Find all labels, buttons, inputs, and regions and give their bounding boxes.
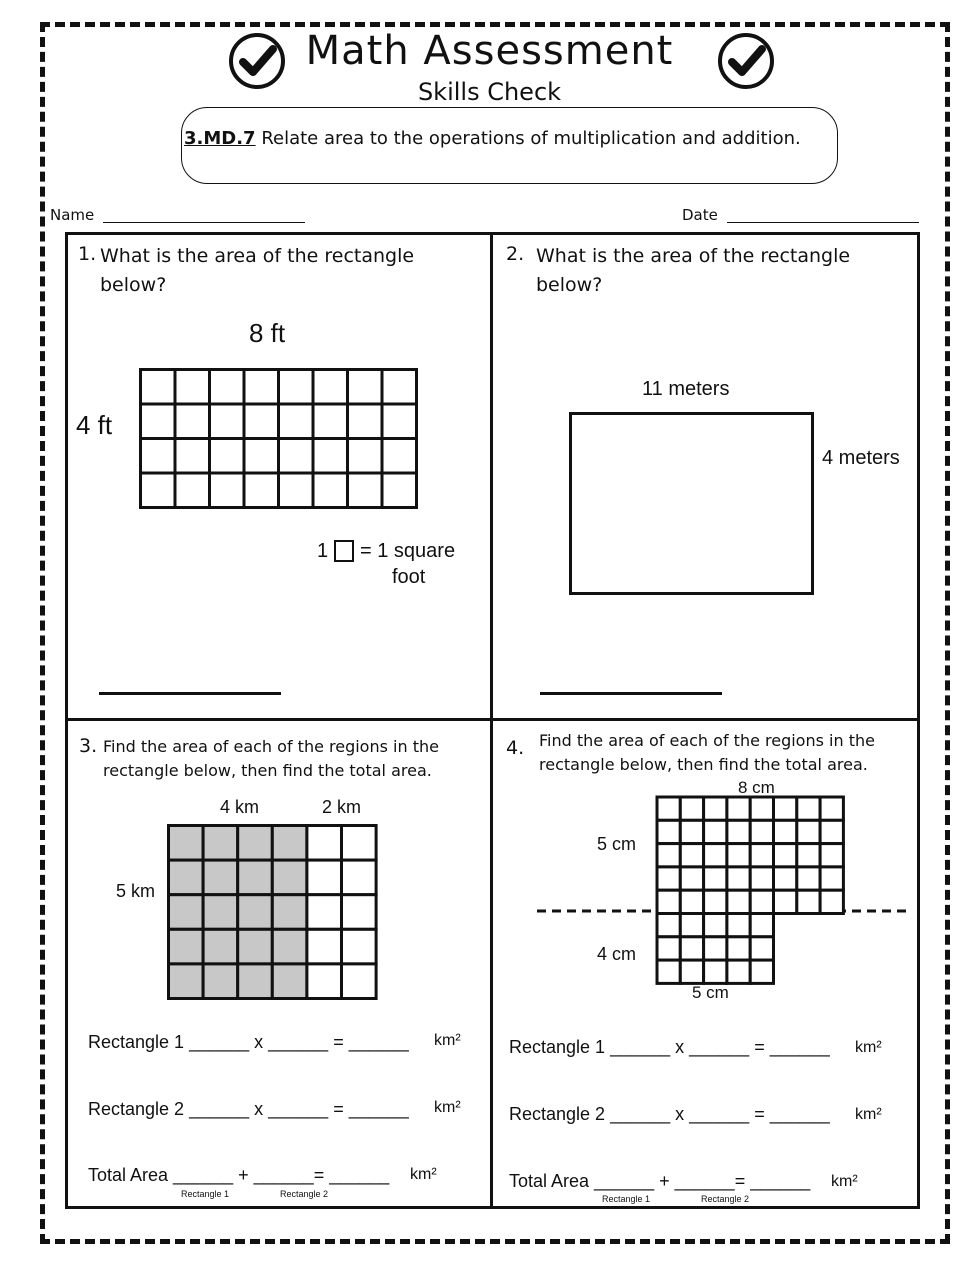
q4-sublabel-2: Rectangle 2	[701, 1194, 750, 1204]
q4-upper-cell	[657, 890, 680, 913]
q4-upper-cell	[820, 867, 843, 890]
q1-grid-cell	[175, 473, 210, 508]
q1-grid-cell	[279, 404, 314, 439]
q1-key-text: = 1 square	[360, 540, 456, 562]
q3-shaded-cell	[169, 929, 204, 964]
q4-upper-cell	[727, 797, 750, 820]
q4-upper-cell	[657, 797, 680, 820]
q1-grid-cell	[141, 473, 176, 508]
q4-unit-2: km²	[855, 1106, 882, 1123]
checkmark-icon-right	[717, 32, 775, 90]
q1-grid-cell	[244, 473, 279, 508]
q3-shaded-cell	[203, 929, 238, 964]
q1-key-number: 1	[317, 540, 329, 562]
q4-lower-cell	[750, 914, 773, 937]
q4-upper-cell	[797, 820, 820, 843]
q4-lower-cell	[657, 914, 680, 937]
q1-grid-cell	[313, 370, 348, 405]
q4-upper-cell	[750, 867, 773, 890]
page-subtitle: Skills Check	[417, 78, 562, 106]
q1-grid-cell	[210, 370, 245, 405]
q4-upper-cell	[774, 844, 797, 867]
q4-upper-cell	[797, 844, 820, 867]
q3-text: Find the area of each of the regions in the rectangle below, then find the total area.	[103, 737, 439, 780]
q1-grid-cell	[382, 404, 417, 439]
q4-upper-cell	[750, 890, 773, 913]
q4-number: 4.	[506, 737, 525, 759]
q3-total-area[interactable]: Total Area ______ + ______= ______	[88, 1165, 390, 1185]
q1-key-text-2: foot	[392, 566, 426, 588]
q1-grid-cell	[382, 370, 417, 405]
page-title: Math Assessment	[305, 28, 674, 74]
q4-upper-cell	[774, 890, 797, 913]
q3-rectangle-2[interactable]: Rectangle 2 ______ x ______ = ______	[88, 1099, 409, 1119]
q4-unit-total: km²	[831, 1173, 858, 1190]
q4-lower-cell	[750, 960, 773, 983]
q3-shaded-cell	[169, 895, 204, 930]
q1-grid-cell	[313, 439, 348, 474]
q3-rectangle-1[interactable]: Rectangle 1 ______ x ______ = ______	[88, 1032, 409, 1052]
q3-sublabel-2: Rectangle 2	[280, 1189, 329, 1199]
date-label: Date	[682, 206, 718, 224]
q1-grid-cell	[279, 473, 314, 508]
q4-lower-cell	[704, 914, 727, 937]
q4-lower-cell	[704, 937, 727, 960]
q4-upper-cell	[704, 820, 727, 843]
q4-lower-cell	[727, 914, 750, 937]
q4-upper-cell	[820, 844, 843, 867]
q3-unit-2: km²	[434, 1099, 461, 1116]
q1-text: What is the area of the rectangle below?	[100, 245, 415, 296]
q4-upper-cell	[680, 867, 703, 890]
q4-upper-cell	[680, 820, 703, 843]
q4-bottom-label: 5 cm	[692, 983, 729, 1002]
q3-shaded-cell	[238, 929, 273, 964]
q2-height-label: 4 meters	[822, 447, 900, 469]
q1-grid-cell	[313, 404, 348, 439]
q3-shaded-cell	[169, 964, 204, 999]
q4-upper-cell	[680, 844, 703, 867]
q4-lower-cell	[750, 937, 773, 960]
q3-plain-cell	[342, 860, 377, 895]
q3-plain-cell	[342, 964, 377, 999]
q1-grid-cell	[210, 473, 245, 508]
q3-plain-cell	[342, 895, 377, 930]
q1-grid-cell	[348, 370, 383, 405]
q4-lower-cell	[727, 960, 750, 983]
q2-width-label: 11 meters	[642, 378, 730, 400]
q4-upper-cell	[727, 820, 750, 843]
q4-upper-cell	[704, 797, 727, 820]
q4-lower-cell	[727, 937, 750, 960]
q3-plain-cell	[307, 929, 342, 964]
q4-upper-cell	[727, 844, 750, 867]
q3-label-b: 2 km	[322, 797, 362, 817]
q4-upper-cell	[774, 867, 797, 890]
q4-upper-cell	[680, 797, 703, 820]
q4-sublabel-1: Rectangle 1	[602, 1194, 651, 1204]
q1-grid-cell	[279, 439, 314, 474]
q3-shaded-cell	[272, 860, 307, 895]
q4-lower-cell	[680, 914, 703, 937]
q1-grid-cell	[175, 439, 210, 474]
q3-plain-cell	[342, 826, 377, 861]
q4-upper-cell	[657, 844, 680, 867]
q3-number: 3.	[79, 735, 98, 757]
q4-lower-cell	[657, 937, 680, 960]
q3-shaded-cell	[272, 929, 307, 964]
q1-grid-cell	[141, 370, 176, 405]
name-label: Name	[50, 206, 95, 224]
q4-upper-cell	[680, 890, 703, 913]
q4-lower-cell	[704, 960, 727, 983]
q3-grid	[167, 824, 379, 1001]
q4-upper-cell	[727, 890, 750, 913]
q4-text: Find the area of each of the regions in the rectangle below, then find the total area.	[539, 731, 875, 774]
q4-upper-cell	[797, 867, 820, 890]
q4-lower-cell	[680, 937, 703, 960]
q1-grid-cell	[175, 404, 210, 439]
q4-unit-1: km²	[855, 1039, 882, 1056]
q4-upper-cell	[797, 890, 820, 913]
q1-answer-line[interactable]	[99, 692, 281, 695]
q4-lower-side-label: 4 cm	[597, 944, 637, 964]
q1-grid-cell	[313, 473, 348, 508]
q1-grid-cell	[382, 439, 417, 474]
q4-upper-cell	[704, 844, 727, 867]
standard-code: 3.MD.7	[184, 128, 256, 149]
q1-grid-cell	[382, 473, 417, 508]
q3-shaded-cell	[238, 860, 273, 895]
q4-upper-cell	[727, 867, 750, 890]
q4-top-label: 8 cm	[738, 778, 775, 797]
q3-shaded-cell	[203, 826, 238, 861]
q3-shaded-cell	[203, 964, 238, 999]
q1-grid-cell	[348, 404, 383, 439]
q3-plain-cell	[307, 860, 342, 895]
q3-shaded-cell	[272, 826, 307, 861]
q1-grid-cell	[141, 439, 176, 474]
q2-answer-line[interactable]	[540, 692, 722, 695]
q4-upper-cell	[750, 797, 773, 820]
q1-grid-cell	[244, 439, 279, 474]
date-field-line[interactable]	[727, 222, 919, 223]
q2-number: 2.	[506, 243, 525, 265]
q4-l-shaped-grid	[537, 795, 907, 985]
q3-unit-total: km²	[410, 1166, 437, 1183]
q2-rectangle	[569, 412, 814, 595]
q4-upper-cell	[750, 844, 773, 867]
q1-height-label: 4 ft	[76, 410, 113, 440]
q3-plain-cell	[307, 895, 342, 930]
standard-statement	[184, 128, 801, 149]
q3-shaded-cell	[203, 860, 238, 895]
standard-description: Relate area to the operations of multiplication and addition.	[261, 128, 801, 149]
q1-grid-cell	[210, 439, 245, 474]
q1-width-label: 8 ft	[249, 318, 286, 348]
q4-rectangle-2[interactable]: Rectangle 2 ______ x ______ = ______	[509, 1104, 830, 1124]
q4-upper-cell	[774, 820, 797, 843]
q3-sublabel-1: Rectangle 1	[181, 1189, 230, 1199]
grid-horizontal-divider	[65, 718, 920, 721]
q4-lower-cell	[657, 960, 680, 983]
q3-shaded-cell	[238, 826, 273, 861]
q1-grid-cell	[244, 404, 279, 439]
q4-upper-cell	[820, 820, 843, 843]
q2-text: What is the area of the rectangle below?	[536, 245, 851, 296]
q3-shaded-cell	[272, 964, 307, 999]
q1-key-square	[334, 540, 354, 562]
q1-grid	[139, 368, 418, 508]
q4-lower-cell	[680, 960, 703, 983]
q3-shaded-cell	[272, 895, 307, 930]
q4-upper-cell	[704, 867, 727, 890]
q4-upper-cell	[820, 797, 843, 820]
q4-rectangle-1[interactable]: Rectangle 1 ______ x ______ = ______	[509, 1037, 830, 1057]
q1-grid-cell	[210, 404, 245, 439]
q3-plain-cell	[307, 826, 342, 861]
q4-total-area[interactable]: Total Area ______ + ______= ______	[509, 1171, 811, 1191]
q3-shaded-cell	[238, 895, 273, 930]
q3-plain-cell	[307, 964, 342, 999]
q4-upper-cell	[657, 820, 680, 843]
q3-label-a: 4 km	[220, 797, 260, 817]
q4-upper-side-label: 5 cm	[597, 834, 637, 854]
q3-shaded-cell	[203, 895, 238, 930]
q1-number: 1.	[78, 243, 97, 265]
checkmark-icon-left	[228, 32, 286, 90]
q4-upper-cell	[820, 890, 843, 913]
q3-shaded-cell	[238, 964, 273, 999]
q3-plain-cell	[342, 929, 377, 964]
name-field-line[interactable]	[103, 222, 305, 223]
q4-upper-cell	[704, 890, 727, 913]
q4-upper-cell	[797, 797, 820, 820]
q1-grid-cell	[348, 439, 383, 474]
q4-upper-cell	[774, 797, 797, 820]
q3-shaded-cell	[169, 826, 204, 861]
q1-grid-cell	[348, 473, 383, 508]
q1-grid-cell	[141, 404, 176, 439]
q1-grid-cell	[175, 370, 210, 405]
q3-unit-1: km²	[434, 1032, 461, 1049]
q4-upper-cell	[657, 867, 680, 890]
q4-upper-cell	[750, 820, 773, 843]
q1-grid-cell	[244, 370, 279, 405]
q3-shaded-cell	[169, 860, 204, 895]
q1-grid-cell	[279, 370, 314, 405]
q3-label-side: 5 km	[116, 881, 156, 901]
